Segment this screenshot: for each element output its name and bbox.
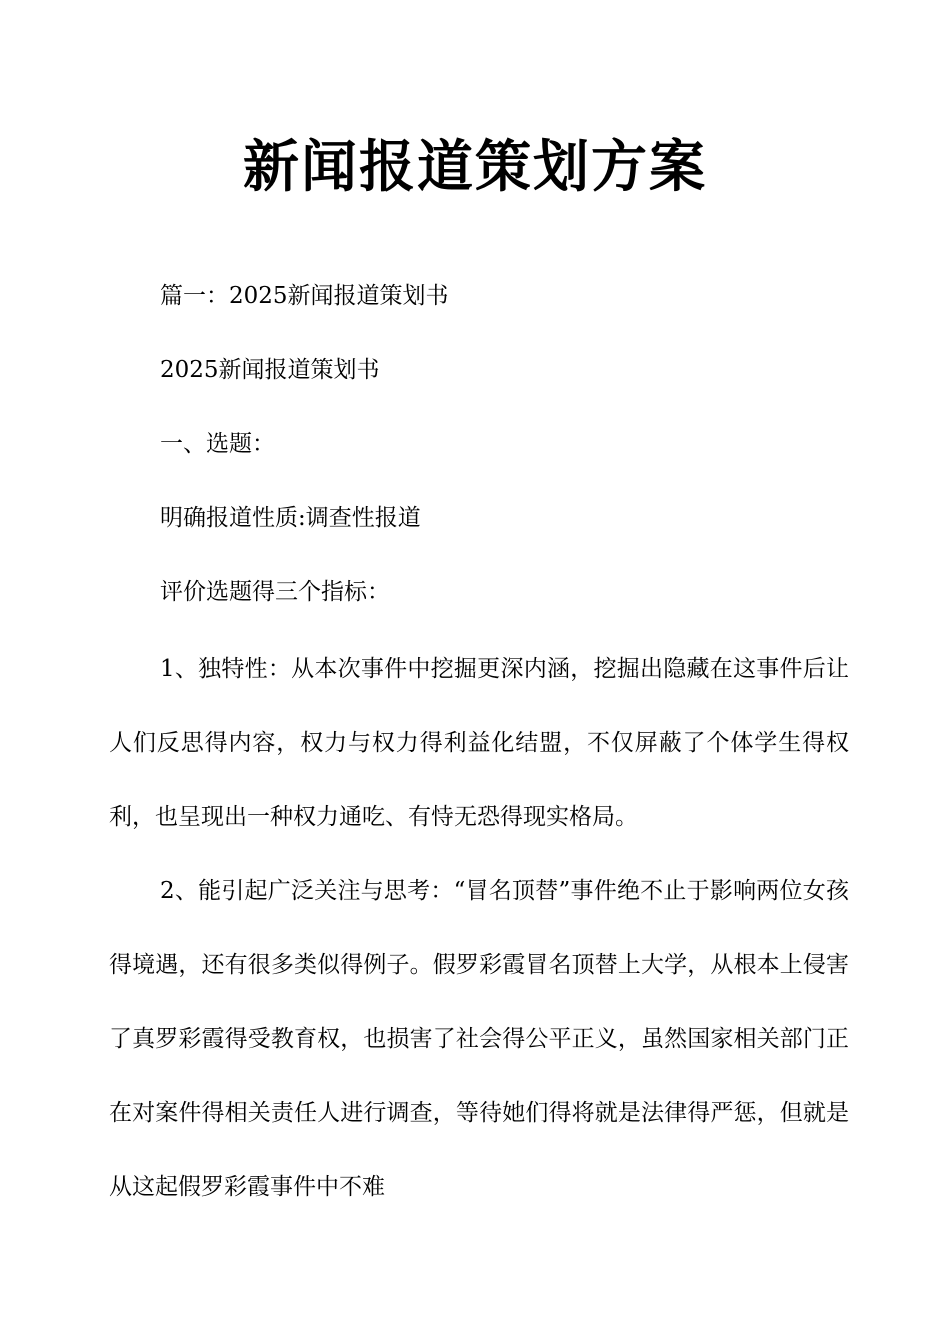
- criteria-intro-line: 评价选题得三个指标：: [160, 579, 390, 605]
- subheading: 2025新闻报道策划书: [160, 357, 380, 383]
- section-heading: 篇一：2025新闻报道策划书: [160, 283, 449, 309]
- topic-heading: 一、选题：: [160, 431, 275, 457]
- document-title: 新闻报道策划方案: [243, 135, 707, 200]
- paragraph-attention: 2、能引起广泛关注与思考：“冒名顶替”事件绝不止于影响两位女孩得境遇，还有很多类似得例子。假罗彩霞冒名顶替上大学，从根本上侵害了真罗彩霞得受教育权，也损害了社会得公平正义，虽然国家相关部门正在对案件得相关责任人进行调查，等待她们得将就是法律得严惩，但就是从这起假罗彩霞事件中不难: [109, 878, 849, 1200]
- paragraph-uniqueness: 1、独特性：从本次事件中挖掘更深内涵，挖掘出隐藏在这事件后让人们反思得内容，权力与权力得利益化结盟，不仅屏蔽了个体学生得权利，也呈现出一种权力通吃、有恃无恐得现实格局。: [109, 656, 849, 830]
- report-nature-line: 明确报道性质:调查性报道: [160, 505, 421, 531]
